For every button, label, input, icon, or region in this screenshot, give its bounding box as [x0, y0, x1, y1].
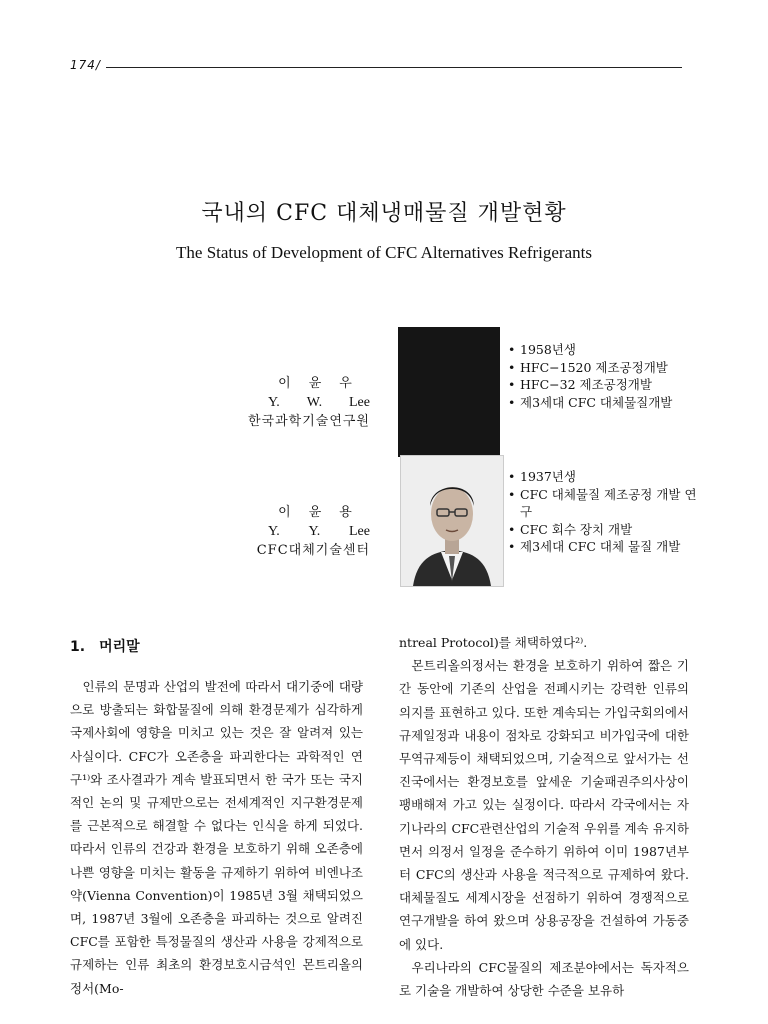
header-rule	[106, 67, 682, 68]
bio-item: • CFC 대체물질 제조공정 개발 연구	[508, 486, 708, 521]
paragraph: 우리나라의 CFC물질의 제조분야에서는 독자적으로 기술을 개발하여 상당한 수준을 보유하	[399, 959, 689, 999]
title-korean: 국내의 CFC 대체냉매물질 개발현황	[201, 201, 567, 226]
page-number: 174/	[70, 58, 101, 72]
section-number: 1.	[70, 639, 86, 655]
author-1-photo	[398, 327, 500, 457]
bio-item: • 1937년생	[508, 468, 708, 486]
author-2-name-english: Y. Y. Lee	[268, 524, 370, 539]
portrait-image	[401, 456, 503, 586]
author-2-name-korean: 이윤용	[278, 505, 370, 520]
bio-item: • 1958년생	[508, 341, 708, 359]
bio-item: • HFC−1520 제조공정개발	[508, 359, 708, 377]
author-1-bio	[508, 341, 708, 411]
author-2-bio	[508, 468, 708, 556]
bio-item: • CFC 회수 장치 개발	[508, 521, 708, 539]
body-column-right	[399, 631, 689, 1002]
author-1-name-korean: 이윤우	[278, 376, 370, 391]
page-header	[70, 58, 682, 78]
section-title: 머리말	[99, 639, 140, 655]
body-column-left	[70, 675, 363, 1000]
section-heading	[70, 636, 140, 656]
bio-item: • HFC−32 제조공정개발	[508, 376, 708, 394]
author-1	[200, 374, 370, 431]
bio-item: • 제3세대 CFC 대체 물질 개발	[508, 538, 708, 556]
author-2	[200, 503, 370, 560]
author-1-affiliation: 한국과학기술연구원	[247, 414, 370, 429]
paragraph: ntreal Protocol)를 채택하였다²⁾.	[399, 635, 588, 650]
author-2-affiliation: CFC대체기술센터	[256, 543, 370, 558]
paragraph: 몬트리올의정서는 환경을 보호하기 위하여 짧은 기간 동안에 기존의 산업을 전폐시키는 강력한 인류의 의지를 표현하고 있다. 또한 계속되는 가입국회의에서 규제일정과 내용이 점차로 강화되고 비가입국에 대한 무역규제등이 채택되었으며, 기술적으로 앞서가는 선진국에서는 환경보호를 앞세운 기술패권주의사상이 팽배해져 가고 있는 실정이다. 따라서 각국에서는 자기나라의 CFC관련산업의 기술적 우위를 계속 유지하면서 의정서 일정을 준수하기 위하여 이미 1987년부터 CFC의 생산과 사용을 적극적으로 규제하여 왔다. 대체물질도 세계시장을 선점하기 위하여 경쟁적으로 연구개발을 하여 왔으며 상용공장을 건설하여 가동중에 있다.	[399, 658, 689, 952]
paragraph: 인류의 문명과 산업의 발전에 따라서 대기중에 대량으로 방출되는 화합물질에 의해 환경문제가 심각하게 국제사회에 영향을 미치고 있는 것은 잘 알려져 있는 사실이다. CFC가 오존층을 파괴한다는 과학적인 연구¹⁾와 조사결과가 계속 발표되면서 한 국가 또는 국지적인 논의 및 규제만으로는 전세계적인 지구환경문제를 근본적으로 해결할 수 없다는 인식을 하게 되었다. 따라서 인류의 건강과 환경을 보호하기 위해 오존층에 나쁜 영향을 미치는 활동을 규제하기 위하여 비엔나조약(Vienna Convention)이 1985년 3월 채택되었으며, 1987년 3월에 오존층을 파괴하는 것으로 알려진 CFC를 포함한 특정물질의 생산과 사용을 강제적으로 규제하는 인류 최초의 환경보호시금석인 몬트리올의정서(Mo-	[70, 679, 363, 996]
bio-item: • 제3세대 CFC 대체물질개발	[508, 394, 708, 412]
author-2-photo	[400, 455, 504, 587]
author-1-name-english: Y. W. Lee	[268, 395, 370, 410]
title-english: The Status of Development of CFC Alternatives Refrigerants	[176, 243, 592, 262]
